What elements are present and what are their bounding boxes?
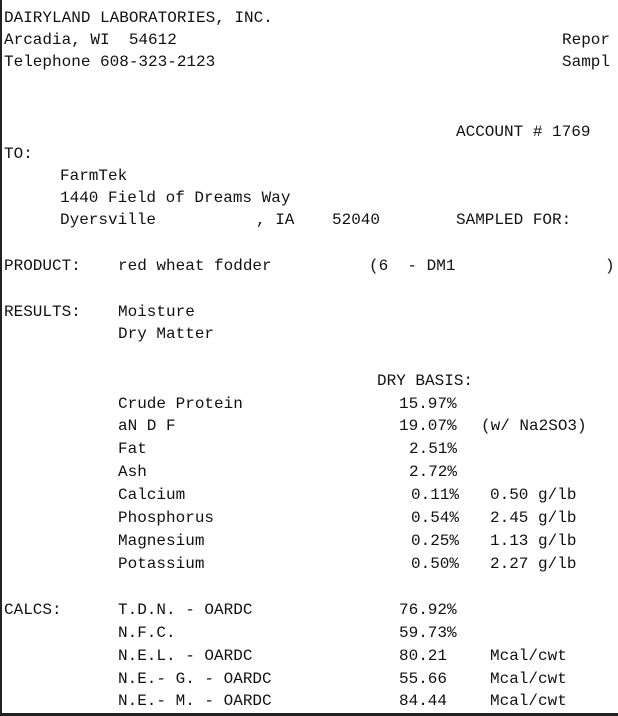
- dry-matter-label: Dry Matter: [118, 325, 215, 343]
- calc-name: N.E.- M. - OARDC: [118, 692, 272, 710]
- result-value: 2.51%: [409, 440, 458, 458]
- result-extra: 0.50 g/lb: [490, 486, 577, 504]
- recipient-name: FarmTek: [60, 167, 128, 185]
- calc-value: 80.21: [399, 647, 448, 665]
- company-address: Arcadia, WI 54612: [4, 31, 177, 49]
- result-name: Fat: [118, 440, 147, 458]
- result-value: 2.72%: [409, 463, 458, 481]
- result-name: Crude Protein: [118, 395, 243, 413]
- product-code-close: ): [605, 257, 615, 275]
- calc-value: 59.73%: [399, 624, 457, 642]
- recipient-state: , IA: [256, 211, 295, 229]
- result-extra: 2.27 g/lb: [490, 555, 577, 573]
- result-value: 19.07%: [399, 417, 457, 435]
- calc-value: 84.44: [399, 692, 448, 710]
- calc-unit: Mcal/cwt: [490, 692, 567, 710]
- calc-name: N.F.C.: [118, 624, 176, 642]
- page-left-edge: [0, 0, 2, 716]
- recipient-zip: 52040: [332, 211, 381, 229]
- moisture-label: Moisture: [118, 303, 195, 321]
- result-name: aN D F: [118, 417, 176, 435]
- calc-name: N.E.- G. - OARDC: [118, 670, 272, 688]
- result-name: Calcium: [118, 486, 186, 504]
- calcs-label: CALCS:: [4, 601, 62, 619]
- result-name: Ash: [118, 463, 147, 481]
- calc-value: 76.92%: [399, 601, 457, 619]
- sample-label-partial: Sampl: [562, 53, 611, 71]
- result-value: 0.54%: [411, 509, 460, 527]
- result-value: 0.50%: [411, 555, 460, 573]
- recipient-street: 1440 Field of Dreams Way: [60, 189, 291, 207]
- product-label: PRODUCT:: [4, 257, 81, 275]
- result-value: 0.25%: [411, 532, 460, 550]
- result-name: Phosphorus: [118, 509, 215, 527]
- results-label: RESULTS:: [4, 303, 81, 321]
- recipient-city: Dyersville: [60, 211, 157, 229]
- result-extra: 1.13 g/lb: [490, 532, 577, 550]
- result-extra: (w/ Na2SO3): [481, 417, 587, 435]
- calc-unit: Mcal/cwt: [490, 647, 567, 665]
- calc-unit: Mcal/cwt: [490, 670, 567, 688]
- result-extra: 2.45 g/lb: [490, 509, 577, 527]
- calc-name: T.D.N. - OARDC: [118, 601, 253, 619]
- result-name: Potassium: [118, 555, 205, 573]
- company-name: DAIRYLAND LABORATORIES, INC.: [4, 9, 273, 27]
- calc-value: 55.66: [399, 670, 448, 688]
- calc-name: N.E.L. - OARDC: [118, 647, 253, 665]
- to-label: TO:: [4, 145, 33, 163]
- product-name: red wheat fodder: [118, 257, 272, 275]
- account-number: ACCOUNT # 1769: [456, 123, 591, 141]
- sampled-for-label: SAMPLED FOR:: [456, 211, 572, 229]
- result-value: 0.11%: [411, 486, 460, 504]
- company-telephone: Telephone 608-323-2123: [4, 53, 216, 71]
- result-value: 15.97%: [399, 395, 457, 413]
- product-code: (6 - DM1: [369, 257, 456, 275]
- report-label-partial: Repor: [562, 31, 611, 49]
- result-name: Magnesium: [118, 532, 205, 550]
- dry-basis-header: DRY BASIS:: [377, 372, 474, 390]
